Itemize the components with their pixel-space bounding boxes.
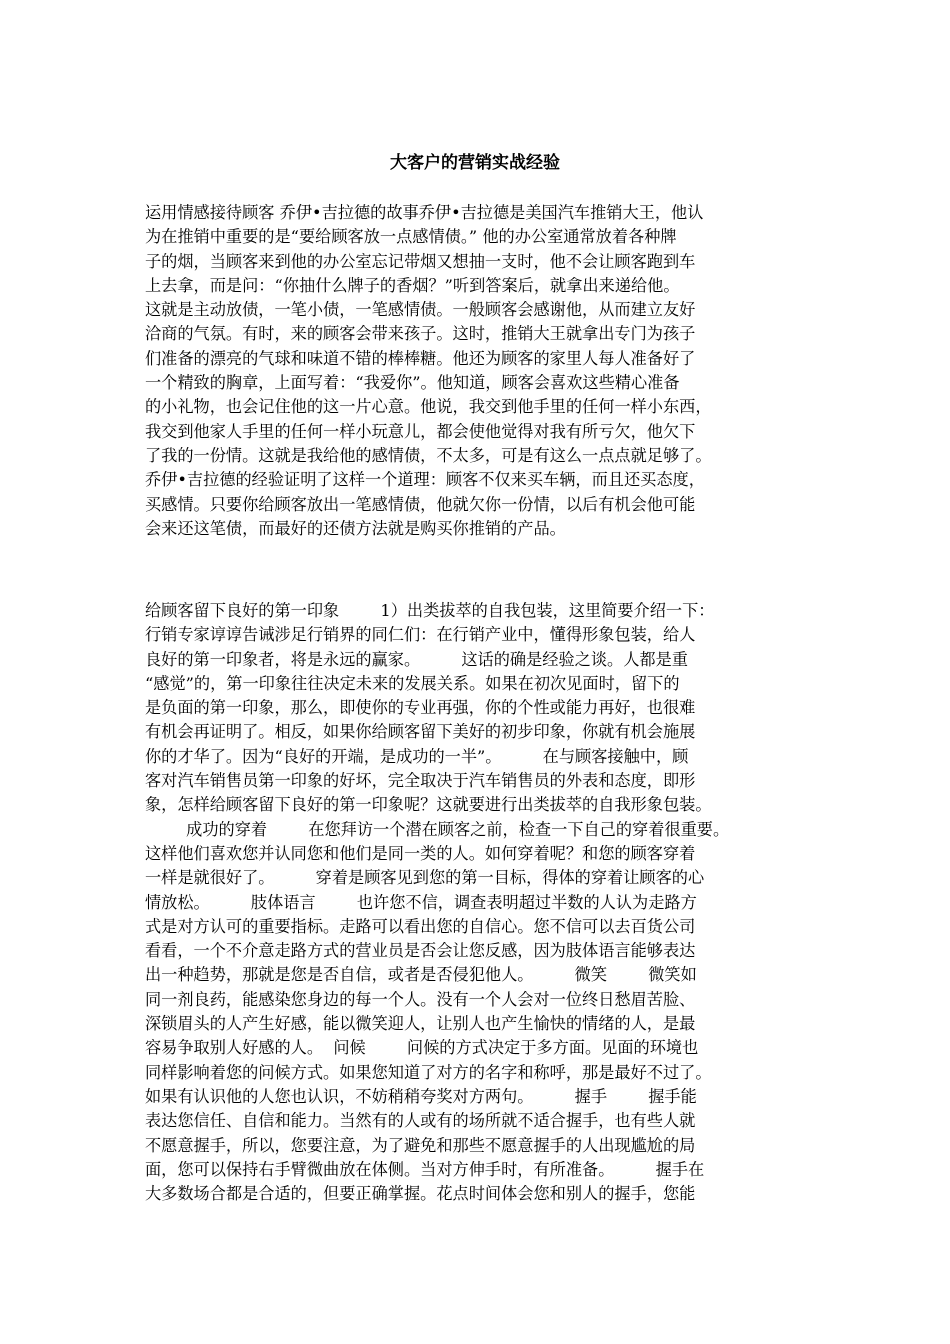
text-line: 我交到他家人手里的任何一样小玩意儿，都会使他觉得对我有所亏欠，他欠下: [145, 421, 696, 441]
text-line: 洽商的气氛。有时，来的顾客会带来孩子。这时，推销大王就拿出专门为孩子: [145, 324, 696, 344]
text-line: 一个精致的胸章，上面写着：“我爱你”。他知道，顾客会喜欢这些精心准备: [145, 373, 680, 393]
text-line: 一样是就很好了。 穿着是顾客见到您的第一目标，得体的穿着让顾客的心: [145, 868, 705, 888]
text-line: 这样他们喜欢您并认同您和他们是同一类的人。如何穿着呢？和您的顾客穿着: [145, 843, 696, 863]
text-line: 会来还这笔债，而最好的还债方法就是购买你推销的产品。: [145, 518, 566, 538]
text-line: 大多数场合都是合适的，但要正确掌握。花点时间体会您和别人的握手，您能: [145, 1184, 696, 1204]
text-line: 容易争取别人好感的人。 问候 问候的方式决定于多方面。见面的环境也: [145, 1038, 699, 1058]
text-line: 为在推销中重要的是“要给顾客放一点感情债。” 他的办公室通常放着各种牌: [145, 227, 677, 247]
text-line: 式是对方认可的重要指标。走路可以看出您的自信心。您不信可以去百货公司: [145, 916, 696, 936]
text-line: “感觉”的，第一印象往往决定未来的发展关系。如果在初次见面时，留下的: [145, 673, 680, 693]
text-line: 上去拿，而是问：“你抽什么牌子的香烟？”听到答案后，就拿出来递给他。: [145, 275, 680, 295]
text-line: 同样影响着您的问候方式。如果您知道了对方的名字和称呼，那是最好不过了。: [145, 1062, 712, 1082]
text-line: 运用情感接待顾客 乔伊•吉拉德的故事乔伊•吉拉德是美国汽车推销大王，他认: [145, 203, 704, 222]
text-line: 行销专家谆谆告诫涉足行销界的同仁们：在行销产业中，懂得形象包装，给人: [145, 625, 696, 645]
paragraph-emotional-reception: [145, 201, 805, 541]
text-line: 不愿意握手，所以，您要注意，为了避免和那些不愿意握手的人出现尴尬的局: [145, 1135, 696, 1155]
text-line: 客对汽车销售员第一印象的好坏，完全取决于汽车销售员的外表和态度，即形: [145, 771, 696, 791]
text-line: 面，您可以保持右手臂微曲放在体侧。当对方伸手时，有所准备。 握手在: [145, 1159, 705, 1179]
text-line: 你的才华了。因为“良好的开端，是成功的一半”。 在与顾客接触中，顾: [145, 746, 689, 766]
text-line: 出一种趋势，那就是您是否自信，或者是否侵犯他人。 微笑 微笑如: [145, 965, 697, 985]
text-line: 子的烟，当顾客来到他的办公室忘记带烟又想抽一支时，他不会让顾客跑到车: [145, 251, 696, 271]
text-line: 深锁眉头的人产生好感，能以微笑迎人，让别人也产生愉快的情绪的人，是最: [145, 1014, 696, 1034]
text-line: 是负面的第一印象，那么，即使你的专业再强，你的个性或能力再好，也很难: [145, 698, 696, 718]
text-line: 买感情。只要你给顾客放出一笔感情债，他就欠你一份情，以后有机会他可能: [145, 494, 696, 514]
text-line: 象，怎样给顾客留下良好的第一印象呢？这就要进行出类拔萃的自我形象包装。: [145, 795, 712, 815]
text-line: 乔伊•吉拉德的经验证明了这样一个道理：顾客不仅来买车辆，而且还买态度，: [145, 470, 705, 490]
text-line: 成功的穿着 在您拜访一个潜在顾客之前，检查一下自己的穿着很重要。: [145, 819, 730, 839]
text-line: 良好的第一印象者，将是永远的赢家。 这话的确是经验之谈。人都是重: [145, 649, 688, 669]
text-line: 有机会再证明了。相反，如果你给顾客留下美好的初步印象，你就有机会施展: [145, 722, 696, 742]
text-line: 看看，一个不介意走路方式的营业员是否会让您反感，因为肢体语言能够表达: [145, 941, 696, 961]
paragraph-first-impression: [145, 599, 805, 1206]
document-title: 大客户的营销实战经验: [390, 153, 560, 173]
text-line: 表达您信任、自信和能力。当然有的人或有的场所就不适合握手，也有些人就: [145, 1111, 696, 1131]
text-line: 同一剂良药，能感染您身边的每一个人。没有一个人会对一位终日愁眉苦脸、: [145, 989, 696, 1009]
text-line: 了我的一份情。这就是我给他的感情债，不太多，可是有这么一点点就足够了。: [145, 445, 712, 465]
text-line: 情放松。 肢体语言 也许您不信，调查表明超过半数的人认为走路方: [145, 892, 697, 912]
text-line: 的小礼物，也会记住他的这一片心意。他说，我交到他手里的任何一样小东西，: [145, 397, 712, 417]
text-line: 这就是主动放债，一笔小债，一笔感情债。一般顾客会感谢他，从而建立友好: [145, 300, 696, 320]
text-line: 们准备的漂亮的气球和味道不错的棒棒糖。他还为顾客的家里人每人准备好了: [145, 348, 696, 368]
text-line: 给顾客留下良好的第一印象 1）出类拔萃的自我包装，这里简要介绍一下：: [145, 601, 715, 620]
text-line: 如果有认识他的人您也认识，不妨稍稍夸奖对方两句。 握手 握手能: [145, 1086, 697, 1106]
